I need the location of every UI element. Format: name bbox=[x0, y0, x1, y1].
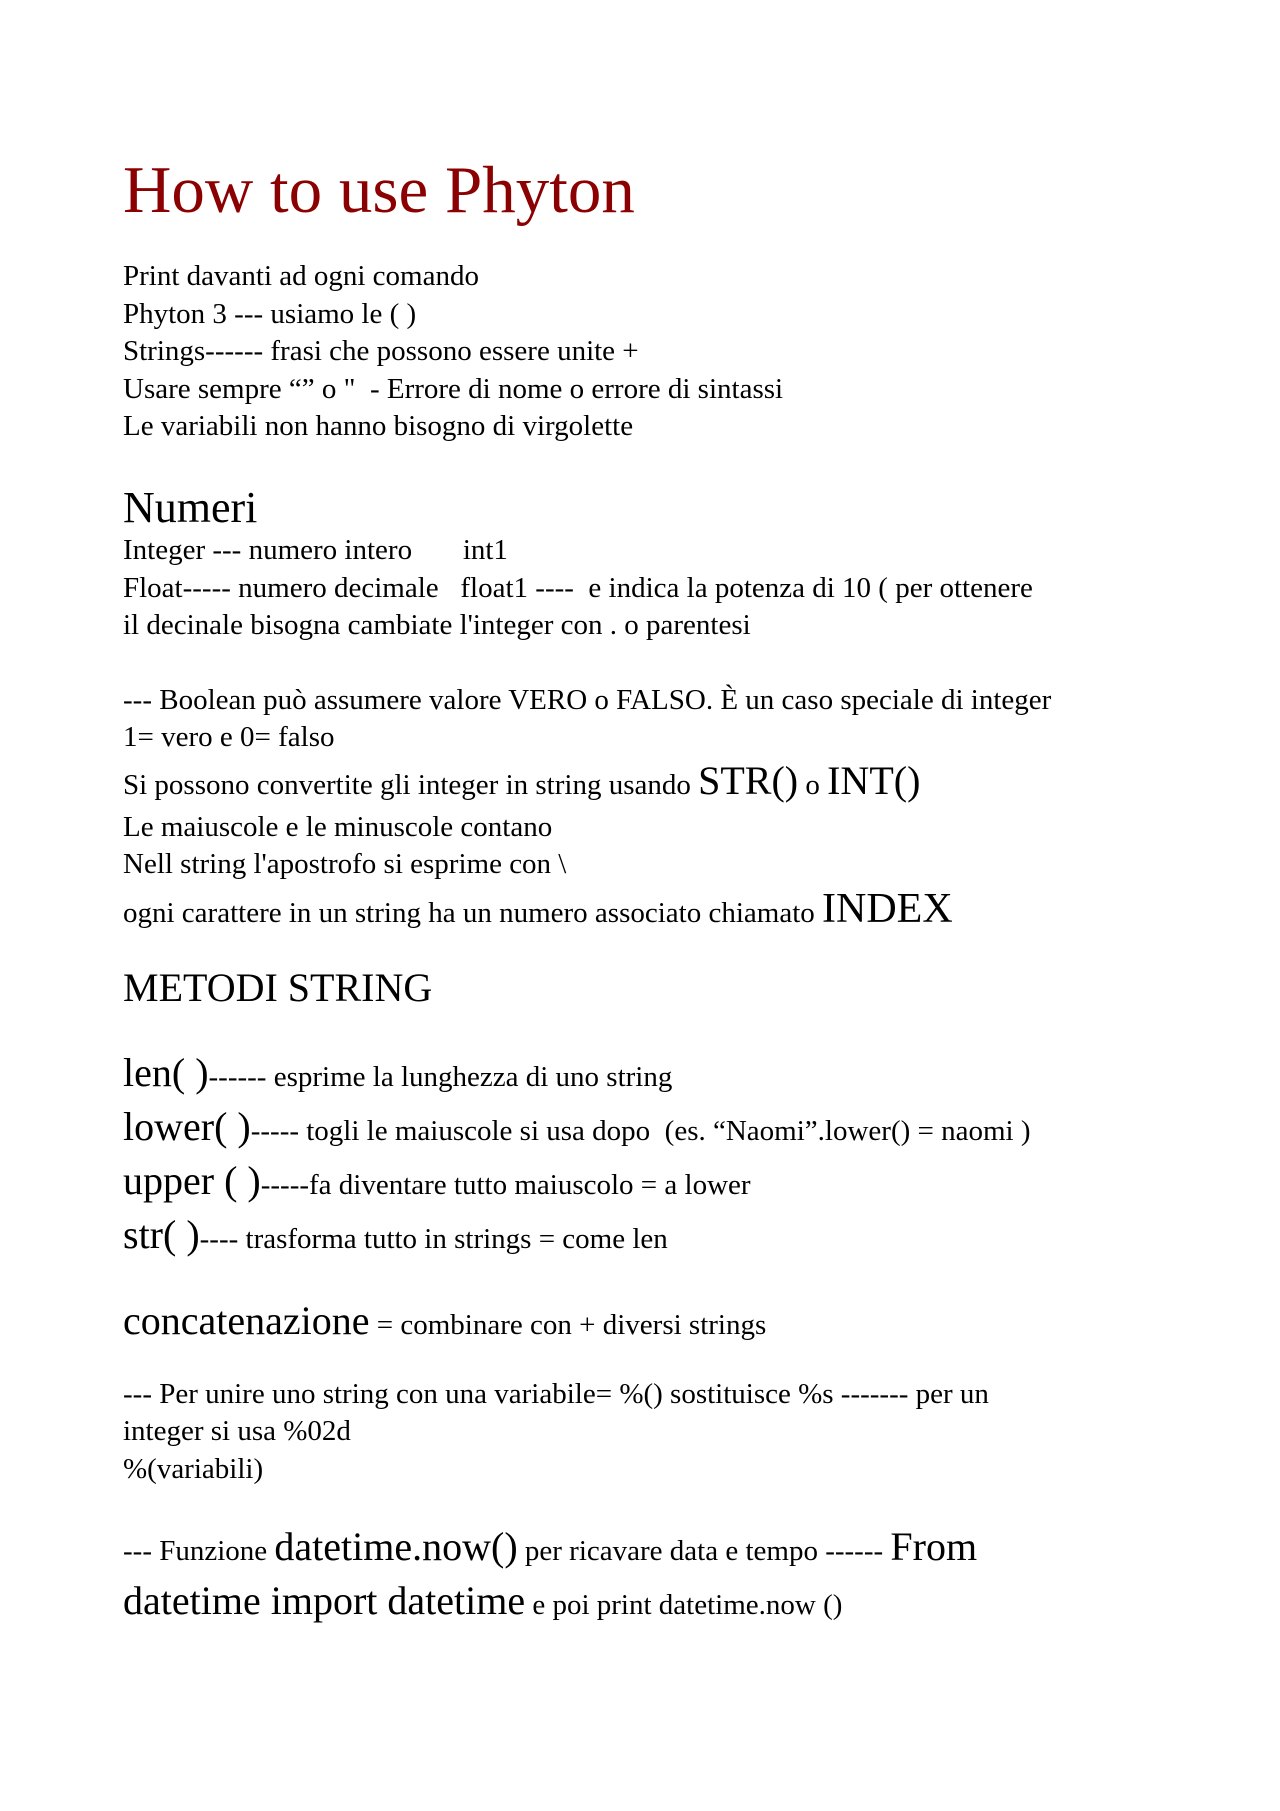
method-item bbox=[123, 1102, 1173, 1156]
method-desc: ---- trasforma tutto in strings = come len bbox=[199, 1222, 668, 1255]
convert-or: o bbox=[798, 768, 828, 801]
method-desc: -----fa diventare tutto maiuscolo = a lower bbox=[260, 1168, 751, 1201]
intro-line: Le variabili non hanno bisogno di virgolette bbox=[123, 410, 634, 443]
variabili-section bbox=[123, 1376, 1173, 1489]
convert-text: Si possono convertite gli integer in string usando bbox=[123, 768, 699, 801]
method-name: upper ( ) bbox=[123, 1157, 261, 1203]
metodi-heading: METODI STRING bbox=[123, 964, 433, 1010]
float-line: Float----- numero decimale float1 ---- e indica la potenza di 10 ( per ottenere bbox=[123, 571, 1033, 604]
method-desc: ------ esprime la lunghezza di uno string bbox=[208, 1060, 673, 1093]
integer-line: Integer --- numero intero int1 bbox=[123, 534, 508, 567]
document-content bbox=[123, 150, 1173, 1630]
page-title: How to use Phyton bbox=[123, 153, 635, 227]
convert-line bbox=[123, 757, 1173, 809]
intro-line: Print davanti ad ogni comando bbox=[123, 260, 479, 293]
method-item bbox=[123, 1210, 1173, 1264]
intro-line: Phyton 3 --- usiamo le ( ) bbox=[123, 297, 417, 330]
method-desc: ----- togli le maiuscole si usa dopo (es. “Naomi”.lower() = naomi ) bbox=[250, 1114, 1031, 1147]
method-name: str( ) bbox=[123, 1211, 200, 1257]
method-name: len( ) bbox=[123, 1049, 209, 1095]
metodi-section bbox=[123, 966, 1173, 1264]
intro-line: Usare sempre “” o " - Errore di nome o errore di sintassi bbox=[123, 372, 784, 405]
datetime-function: datetime.now() bbox=[274, 1524, 518, 1570]
int-function: INT() bbox=[827, 757, 921, 803]
apostrophe-line: Nell string l'apostrofo si esprime con \ bbox=[123, 848, 567, 881]
boolean-values-line: 1= vero e 0= falso bbox=[123, 721, 335, 754]
concat-desc: = combinare con + diversi strings bbox=[369, 1308, 767, 1341]
datetime-post: e poi print datetime.now () bbox=[525, 1589, 843, 1622]
concat-section bbox=[123, 1296, 1173, 1350]
datetime-section bbox=[123, 1522, 1173, 1630]
datetime-from: From bbox=[890, 1524, 978, 1570]
variabili-line: %(variabili) bbox=[123, 1452, 264, 1485]
intro-line: Strings------ frasi che possono essere unite + bbox=[123, 335, 639, 368]
datetime-import-line bbox=[123, 1576, 1173, 1630]
concat-line bbox=[123, 1296, 1173, 1350]
numeri-section bbox=[123, 484, 1173, 645]
datetime-line bbox=[123, 1522, 1173, 1576]
numeri-heading: Numeri bbox=[123, 482, 258, 532]
method-name: lower( ) bbox=[123, 1103, 251, 1149]
index-word: INDEX bbox=[822, 885, 953, 932]
str-function: STR() bbox=[698, 757, 799, 803]
methods-list bbox=[123, 1048, 1173, 1264]
boolean-line: --- Boolean può assumere valore VERO o FALSO. È un caso speciale di integer bbox=[123, 683, 1052, 716]
datetime-pre: --- Funzione bbox=[123, 1535, 275, 1568]
intro-section bbox=[123, 258, 1173, 446]
datetime-import: datetime import datetime bbox=[123, 1578, 526, 1624]
index-text: ogni carattere in un string ha un numero associato chiamato bbox=[123, 896, 823, 929]
index-line bbox=[123, 884, 1173, 938]
float-line-continued: il decinale bisogna cambiate l'integer con . o parentesi bbox=[123, 609, 751, 642]
concat-word: concatenazione bbox=[123, 1297, 370, 1343]
variabili-line: integer si usa %02d bbox=[123, 1415, 351, 1448]
case-line: Le maiuscole e le minuscole contano bbox=[123, 810, 553, 843]
method-item bbox=[123, 1048, 1173, 1102]
method-item bbox=[123, 1156, 1173, 1210]
boolean-section bbox=[123, 682, 1173, 938]
variabili-line: --- Per unire uno string con una variabile= %() sostituisce %s ------- per un bbox=[123, 1377, 989, 1410]
datetime-mid: per ricavare data e tempo ------ bbox=[517, 1535, 891, 1568]
